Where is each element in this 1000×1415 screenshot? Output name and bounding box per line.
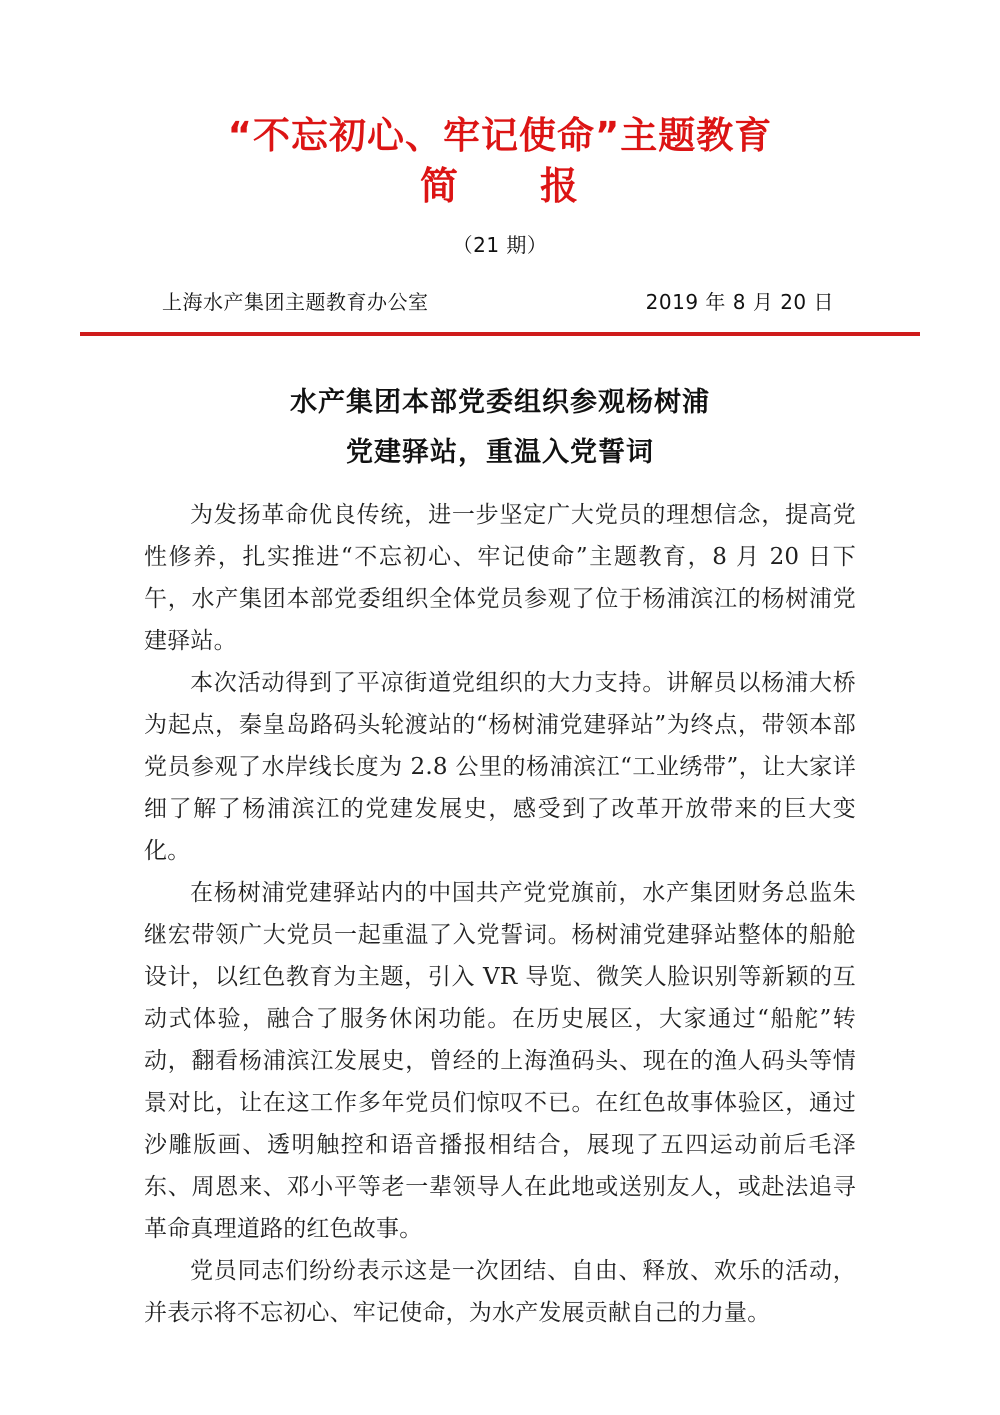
masthead-title-line-2: 简 报 [419,164,580,208]
article-paragraph: 在杨树浦党建驿站内的中国共产党党旗前，水产集团财务总监朱继宏带领广大党员一起重温了入党誓词。杨树浦党建驿站整体的船舱设计，以红色教育为主题，引入 VR 导览、微笑人脸识别等新颖的互动式体验，融合了服务休闲功能。在历史展区，大家通过“船舵”转动，翻看杨浦滨江发展史，曾经的上海渔码头、现在的渔人码头等情景对比，让在这工作多年党员们惊叹不已。在红色故事体验区，通过沙雕版画、透明触控和语音播报相结合，展现了五四运动前后毛泽东、周恩来、邓小平等老一辈领导人在此地或送别友人，或赴法追寻革命真理道路的红色故事。 [144,880,856,1242]
issue-date: 2019 年 8 月 20 日 [645,290,834,314]
masthead-title-line-1: “不忘初心、牢记使命”主题教育 [227,114,773,157]
article-paragraph: 为发扬革命优良传统，进一步坚定广大党员的理想信念，提高党性修养，扎实推进“不忘初心、牢记使命”主题教育，8 月 20 日下午，水产集团本部党委组织全体党员参观了位于杨浦滨江的杨树浦党建驿站。 [144,502,856,654]
article-headline-line-2: 党建驿站，重温入党誓词 [346,437,654,468]
issuing-organization: 上海水产集团主题教育办公室 [162,290,429,314]
issue-number-label: （21 期） [452,233,548,257]
article-body [144,494,856,1334]
article-headline-line-1: 水产集团本部党委组织参观杨树浦 [290,387,710,418]
article-paragraph: 本次活动得到了平凉街道党组织的大力支持。讲解员以杨浦大桥为起点，秦皇岛路码头轮渡站的“杨树浦党建驿站”为终点，带领本部党员参观了水岸线长度为 2.8 公里的杨浦滨江“工业绣带”，让大家详细了解了杨浦滨江的党建发展史，感受到了改革开放带来的巨大变化。 [144,670,856,864]
issuer-row [162,286,838,315]
article [144,336,856,1334]
masthead [0,0,1000,260]
article-paragraph: 党员同志们纷纷表示这是一次团结、自由、释放、欢乐的活动，并表示将不忘初心、牢记使命，为水产发展贡献自己的力量。 [144,1258,856,1326]
